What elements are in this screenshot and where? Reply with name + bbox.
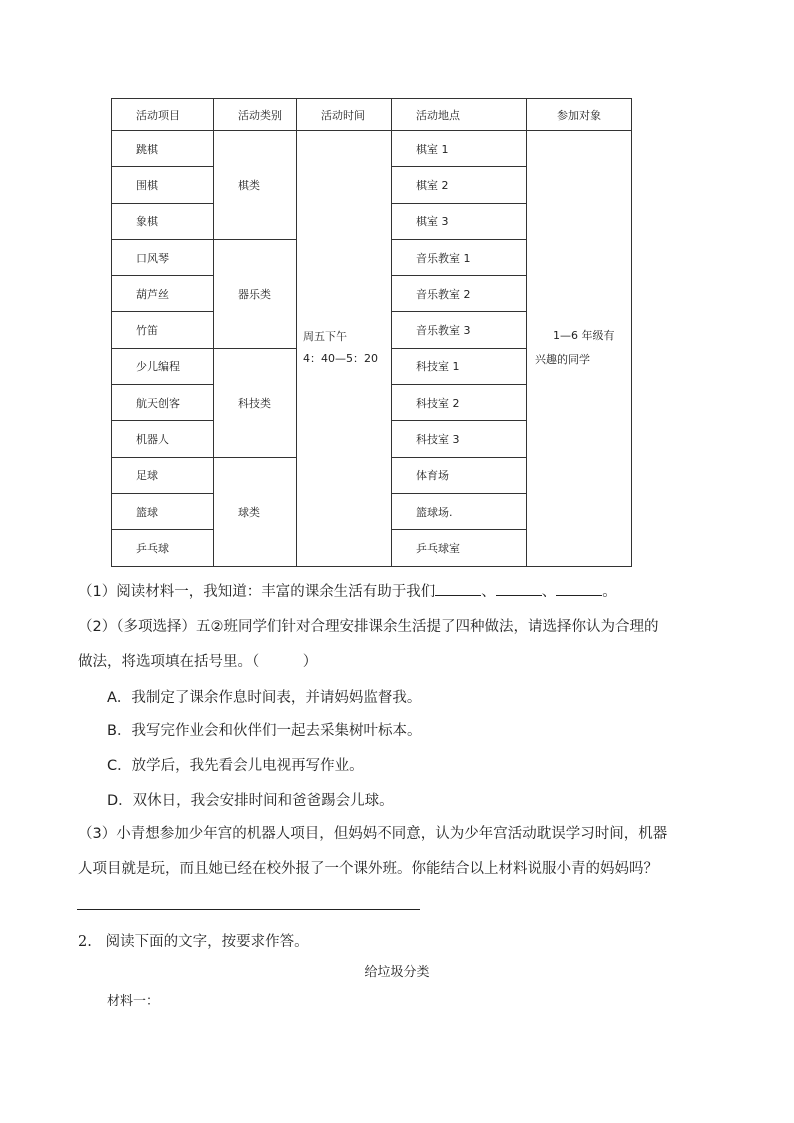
category-cell: 科技类 — [214, 348, 297, 457]
passage-title: 给垃圾分类 — [364, 965, 430, 980]
header-category: 活动类别 — [214, 99, 297, 131]
option-a: A．我制定了课余作息时间表，并请妈妈监督我。 — [107, 690, 422, 706]
question-2-heading — [78, 930, 309, 951]
location-cell: 乒乓球室 — [392, 530, 527, 566]
question-1-text: （1）阅读材料一，我知道：丰富的课余生活有助于我们 — [78, 584, 436, 600]
target-cell — [527, 131, 632, 567]
answer-blank-1[interactable] — [435, 581, 481, 596]
option-d: D．双休日，我会安排时间和爸爸踢会儿球。 — [107, 793, 394, 809]
question-1-end: 。 — [602, 584, 617, 600]
table-header-row — [112, 99, 632, 131]
question-3-line-2: 人项目就是玩，而且她已经在校外报了一个课外班。你能结合以上材料说服小青的妈妈吗？ — [78, 861, 658, 877]
question-instruction: 阅读下面的文字，按要求作答。 — [105, 934, 309, 950]
question-3-line-1: （3）小青想参加少年宫的机器人项目，但妈妈不同意，认为少年宫活动耽误学习时间，机器 — [78, 826, 668, 842]
project-cell: 象棋 — [112, 203, 214, 239]
project-cell: 少儿编程 — [112, 348, 214, 384]
location-cell: 体育场 — [392, 457, 527, 493]
project-cell: 跳棋 — [112, 131, 214, 167]
project-cell: 机器人 — [112, 421, 214, 457]
project-cell: 足球 — [112, 457, 214, 493]
category-cell: 球类 — [214, 457, 297, 566]
category-cell: 器乐类 — [214, 239, 297, 348]
answer-blank-3[interactable] — [556, 581, 602, 596]
table-row — [112, 131, 632, 167]
header-project: 活动项目 — [112, 99, 214, 131]
project-cell: 葫芦丝 — [112, 276, 214, 312]
time-line-2: 4：40—5：20 — [303, 352, 378, 366]
target-line-2: 兴趣的同学 — [535, 353, 590, 367]
question-number: 2. — [78, 934, 92, 950]
option-c: C．放学后，我先看会儿电视再写作业。 — [107, 758, 364, 774]
category-cell: 棋类 — [214, 131, 297, 240]
answer-blank-2[interactable] — [496, 581, 542, 596]
location-cell: 音乐教室 2 — [392, 276, 527, 312]
location-cell: 棋室 3 — [392, 203, 527, 239]
project-cell: 航天创客 — [112, 385, 214, 421]
header-time: 活动时间 — [297, 99, 392, 131]
answer-line[interactable] — [77, 909, 420, 910]
location-cell: 科技室 2 — [392, 385, 527, 421]
location-cell: 棋室 2 — [392, 167, 527, 203]
blank-separator: 、 — [481, 584, 496, 600]
location-cell: 科技室 3 — [392, 421, 527, 457]
location-cell: 音乐教室 3 — [392, 312, 527, 348]
question-2-line-2: 做法，将选项填在括号里。（ ） — [78, 654, 318, 670]
blank-separator: 、 — [541, 584, 557, 600]
question-2-line-1: （2）（多项选择）五②班同学们针对合理安排课余生活提了四种做法，请选择你认为合理的 — [78, 619, 659, 635]
location-cell: 篮球场. — [392, 493, 527, 529]
option-b: B．我写完作业会和伙伴们一起去采集树叶标本。 — [107, 723, 422, 739]
location-cell: 科技室 1 — [392, 348, 527, 384]
project-cell: 乒乓球 — [112, 530, 214, 566]
location-cell: 棋室 1 — [392, 131, 527, 167]
location-cell: 音乐教室 1 — [392, 239, 527, 275]
question-1 — [78, 580, 617, 601]
material-label: 材料一： — [107, 994, 160, 1009]
project-cell: 竹笛 — [112, 312, 214, 348]
header-location: 活动地点 — [392, 99, 527, 131]
project-cell: 篮球 — [112, 493, 214, 529]
target-line-1: 1—6 年级有 — [553, 329, 615, 343]
project-cell: 围棋 — [112, 167, 214, 203]
activity-table — [111, 98, 632, 567]
header-target: 参加对象 — [527, 99, 632, 131]
time-cell — [297, 131, 392, 567]
project-cell: 口风琴 — [112, 239, 214, 275]
time-line-1: 周五下午 — [303, 330, 347, 344]
